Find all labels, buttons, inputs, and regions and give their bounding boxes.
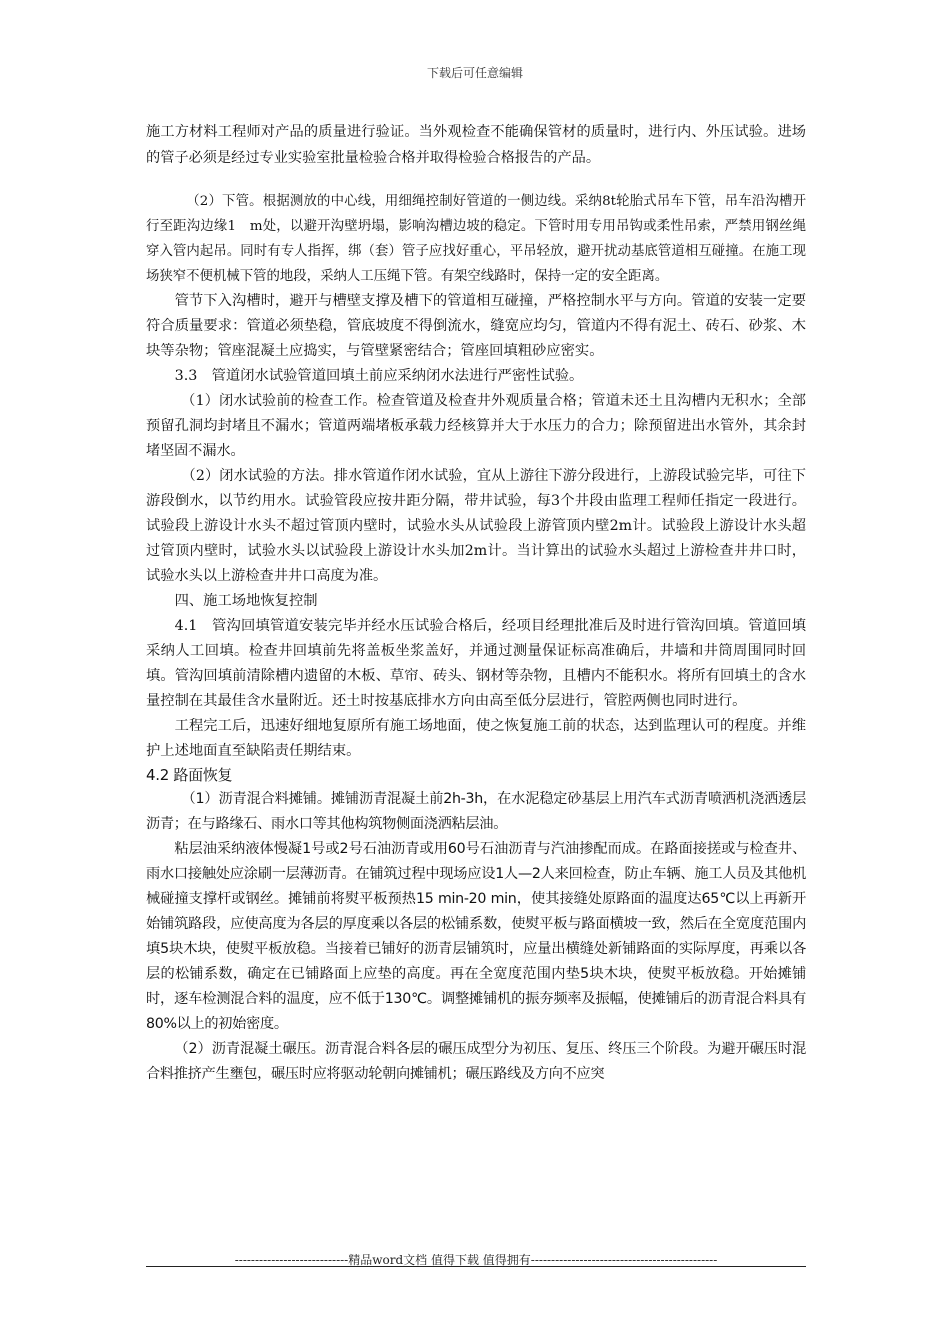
section-4-heading: 四、施工场地恢复控制 (174, 593, 318, 609)
paragraph-asphalt-paving: （1）沥青混合料摊铺。摊铺沥青混凝土前2h-3h，在水泥稳定砂基层上用汽车式沥青喷洒机浇洒透层沥青；在与路缘石、雨水口等其他构筑物侧面浇洒粘层油。 (146, 791, 806, 832)
paragraph-closed-water-check: （1）闭水试验前的检查工作。检查管道及检查井外观质量合格；管道未还土且沟槽内无积水；全部预留孔洞均封堵且不漏水；管道两端堵板承载力经核算并大于水压力的合力；除预留进出水管外，其余封堵坚固不漏水。 (146, 393, 806, 459)
paragraph-tack-coat: 粘层油采纳液体慢凝1号或2号石油沥青或用60号石油沥青与汽油掺配而成。在路面接搓或与检查井、雨水口接触处应涂刷一层薄沥青。在铺筑过程中现场应设1人—2人来回检查，防止车辆、施工人员及其他机械碰撞支撑杆或钢丝。摊铺前将熨平板预热15 min-20 min，使其接缝处原路面的温度达65℃以上再新开始铺筑路段，应使高度为各层的厚度乘以各层的松铺系数，使熨平板与路面横坡一致，然后在全宽度范围内填5块木块，使熨平板放稳。当接着已铺好的沥青层铺筑时，应量出横缝处新铺路面的实际厚度，再乘以各层的松铺系数，确定在已铺路面上应垫的高度。再在全宽度范围内垫5块木块，使熨平板放稳。开始摊铺时，逐车检测混合料的温度，应不低于130℃。调整摊铺机的振夯频率及振幅，使摊铺后的沥青混合料具有80%以上的初始密度。 (146, 841, 806, 1032)
page-header: 下载后可任意编辑 (426, 66, 523, 80)
paragraph-asphalt-compaction: （2）沥青混凝土碾压。沥青混合料各层的碾压成型分为初压、复压、终压三个阶段。为避开碾压时混合料推挤产生壅包，碾压时应将驱动轮朝向摊铺机；碾压路线及方向不应突 (146, 1041, 806, 1082)
paragraph-site-restoration: 工程完工后，迅速好细地复原所有施工场地面，使之恢复施工前的状态，达到监理认可的程度。并维护上述地面直至缺陷责任期结束。 (146, 718, 806, 759)
section-4-2-heading: 4.2 路面恢复 (146, 766, 233, 784)
document-body (146, 120, 806, 1087)
paragraph-pipe-installation: 管节下入沟槽时，避开与槽壁支撑及槽下的管道相互碰撞，严格控制水平与方向。管道的安装一定要符合质量要求：管道必须垫稳，管底坡度不得倒流水，缝宽应均匀，管道内不得有泥土、砖石、砂浆、木块等杂物；管座混凝土应捣实，与管壁紧密结合；管座回填粗砂应密实。 (146, 293, 806, 359)
footer-divider (146, 1266, 806, 1267)
section-3-3-heading: 3.3 管道闭水试验管道回填土前应采纳闭水法进行严密性试验。 (174, 368, 584, 384)
paragraph-material-inspection: 施工方材料工程师对产品的质量进行验证。当外观检查不能确保管材的质量时，进行内、外压试验。进场的管子必须是经过专业实验室批量检验合格并取得检验合格报告的产品。 (146, 124, 806, 166)
paragraph-pipe-lowering: （2）下管。根据测放的中心线，用细绳控制好管道的一侧边线。采纳8t轮胎式吊车下管，吊车沿沟槽开行至距沟边缘1 m处，以避开沟壁坍塌，影响沟槽边坡的稳定。下管时用专用吊钩或柔性吊索，严禁用钢丝绳穿入管内起吊。同时有专人指挥，绑（套）管子应找好重心，平吊轻放，避开扰动基底管道相互碰撞。在施工现场狭窄不便机械下管的地段，采纳人工压绳下管。有架空线路时，保持一定的安全距离。 (146, 194, 806, 284)
paragraph-backfill: 4.1 管沟回填管道安装完毕并经水压试验合格后，经项目经理批准后及时进行管沟回填。管道回填采纳人工回填。检查井回填前先将盖板坐浆盖好，并通过测量保证标高准确后，井墙和井筒周围同时回填。管沟回填前清除槽内遗留的木板、草帘、砖头、钢材等杂物，且槽内不能积水。将所有回填土的含水量控制在其最佳含水量附近。还土时按基底排水方向由高至低分层进行，管腔两侧也同时进行。 (146, 618, 806, 709)
paragraph-closed-water-method: （2）闭水试验的方法。排水管道作闭水试验，宜从上游往下游分段进行，上游段试验完毕，可往下游段倒水，以节约用水。试验管段应按井距分隔，带井试验，每3个井段由监理工程师任指定一段进行。试验段上游设计水头不超过管顶内壁时，试验水头从试验段上游管顶内壁2m计。试验段上游设计水头超过管顶内壁时，试验水头以试验段上游设计水头加2m计。当计算出的试验水头超过上游检查井井口时，试验水头以上游检查井井口高度为准。 (146, 468, 806, 584)
page-footer: ----------------------------精品word文档 值得下载 值得拥有---------------------------------------------- (234, 1253, 718, 1267)
